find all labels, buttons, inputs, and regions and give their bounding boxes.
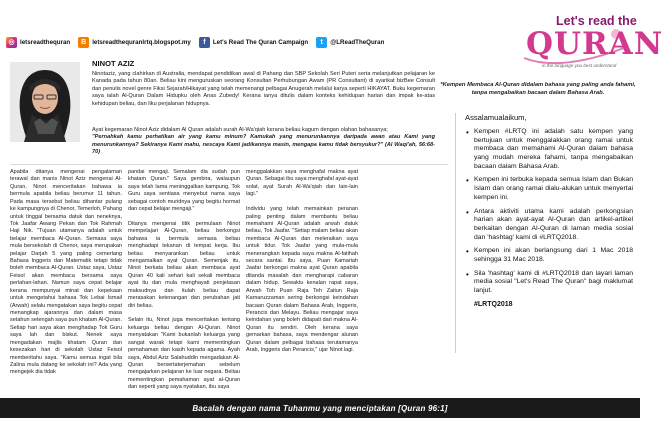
facebook-icon: f bbox=[199, 37, 210, 48]
footer-banner bbox=[0, 398, 640, 418]
campaign-info-item: • Antara aktiviti utama kami adalah perkongsian harian akan ayat-ayat Al-Quran dan artikel-artikel berkaitan dengan Al-Quran di laman media sosial dan 'hashtag' kami di #LRTQ2018. bbox=[465, 208, 633, 243]
profile-photo bbox=[10, 62, 80, 142]
campaign-hashtag[interactable]: #LRTQ2018 bbox=[474, 300, 513, 308]
profile-verse-quote: "Pernahkah kamu perhatikan air yang kamu minum? Kamukah yang menurunkannya daripada awan atau Kami yang menurunkannya? Sekiranya Kami mahu, nescaya Kami jadikannya masin, mengapa kamu tidak bersyukur?" (Al Waqi'ah, 56:68-70) bbox=[92, 134, 435, 156]
profile-bio: Ninotaziz, yang clahirkan di Australia, mendapat pendidikan awal di Pahang dan SBP Sekolah Seri Puteri serta melanjutkan pelajaran ke Kanada pada tahun 80an. Beliau kini menguruskan seorang Konsultan Perhubungan Awam (PR Consultant) di syarikat bizBee Consult dan penulis novel genre Fiksi Sejarah/Hikayat yang telah memenangi pelbagai Anugerah melalui karya seperti HIKAYAT. Buku kegemaran saya ialah Al-Quran Dalam Hidupku oleh Anas Zubedy! Kerana ianya ditulis dalam konteks kehidupan harian dan impak ke-atas kehidupan beliau, dan liku perjalanan hidupnya. bbox=[92, 71, 435, 107]
logo-lets-text: Let's read the bbox=[556, 14, 637, 28]
social-facebook-label: Let's Read The Quran Campaign bbox=[212, 38, 309, 46]
social-bar bbox=[6, 34, 476, 50]
campaign-greeting: Assalamualaikum, bbox=[465, 113, 527, 122]
article-col2-text: pandai mengaji. Semalam dia sudah pun khatam Quran." Saya gembira, walaupun saya telah lama meninggalkan kampung, Tok Guru saya sentiasa menyebut nama saya sebagai contoh muridnya yang begitu hormat dan cepat belajar mengaji." Ditanya mengenai titik permulaan Ninot mempelajari Al-Quran, beliau berkongsi bahawa ia bermula semasa beliau menghadapi tekanan di tempat kerja. Ibu beliau menyarankan beliau untuk mengamalkan ayat Quran. Semenjak itu, Ninot berkata beliau akan membaca ayat Quran 40 kali sehari kali sekali membaca ayat itu dan mula menghayati penjelasan maksudnya dan itulah beliau dapat merasakan ketenangan dan perubahan jati diri beliau. Selain itu, Ninot juga menceritakan tentang keluarga beliau dengan Al-Quran. Ninot menyatakan "Kami bukanlah keluarga yang sangat warak tetapi kami mementingkan pemahaman dan kasih kepada agama. Ayah saya, Abdul Aziz Salahuddin mengadakan Al-Quran bersertaterjemahan sebelum mengajarkan pelajaran ke luar negara. Beliau mementingkan pemahaman ayat al-Quran dan seperti yang saya nyatakan, ibu saya bbox=[128, 169, 240, 391]
section-divider bbox=[10, 164, 448, 165]
article-column-3 bbox=[246, 169, 358, 358]
twitter-icon: t bbox=[316, 37, 327, 48]
logo-caption: *Kempen Membaca Al-Quran didalam bahasa yang paling anda fahami, tanpa mengabaikan bacaan dalam Bahasa Arab. bbox=[440, 82, 636, 96]
logo-tagline: in the language you best understand bbox=[542, 63, 617, 68]
campaign-info-item: • Kempen #LRTQ ini adalah satu kempen yang bertujuan untuk menggalakkan orang ramai untuk membaca dan memahami Al-Quran dalam bahasa yang mudah mereka fahami, tanpa mengabaikan bacaan dalam Bahasa Arab. bbox=[465, 128, 633, 171]
social-twitter[interactable] bbox=[316, 37, 384, 48]
campaign-info-item: • Sila 'hashtag' kami di #LRTQ2018 dan layari laman media sosial "Let's Read The Quran" bagi maklumat lanjut. bbox=[465, 270, 633, 296]
article-column-1 bbox=[10, 169, 122, 380]
profile-photo-image bbox=[10, 62, 80, 142]
campaign-info-panel bbox=[455, 113, 633, 353]
article-col1-text: Apabila ditanya mengenai pengalaman terawal dan manis Ninot Aziz mengenai Al-Quran, Ninot menceritakan bahawa ia bermula apabila beliau berumur 11 tahun. Pada masa tersebut beliau dihantar pulang ke kampungnya di Chenor, Temerloh, Pahang untuk tinggal bersama datuk dan neneknya, Tok Jaafar Awang Pekan dan Tok Rahmah Haji Nik. "Tujuan utamanya adalah untuk belajar membaca Al-Quran. Semasa saya mula bersekolah di Chenor, saya merupakan pelajar Darjah 5 yang paling cemerlang Bahasa Inggeris dan Matematik tetapi tidak boleh membaca Al-Quran. Ustaz saya, Ustaz Feisol akan membaca bersama saya perlahan-lahan. Namun saya cepat belajar kerana mempunyai minat dan kepekaan untuk mengetahui bahasa Tok Lebai Ismail (Arwah) selalu mengatakan saya begitu cepat menangkap ajarannya dan dalam masa setahun setengah saya pun khatam Al-Quran. Setiap hari saya akan menghadap Tok Guru saya lah dan biskut. Nenek saya mengadakan majlis khatam Quran dan kesezakan hari di sekolah Ustaz Feisol memberitahu saya. "Kamu semua ingat bila Zalina mula datang ke sekolah ini? Ada yang mengejek dia tidak bbox=[10, 169, 122, 376]
social-facebook[interactable] bbox=[199, 37, 308, 48]
social-twitter-label: @LReadTheQuran bbox=[330, 38, 385, 46]
campaign-info-item: • Kempen ini terbuka kepada semua Islam dan Bukan Islam dan orang ramai dialu-alukan untuk menyertai kempen ini. bbox=[465, 176, 633, 202]
footer-verse: Bacalah dengan nama Tuhanmu yang menciptakan [Quran 96:1] bbox=[192, 403, 448, 413]
profile-name: NINOT AZIZ bbox=[92, 59, 135, 68]
article-col3-text: menggalakkan saya menghafal makna ayat Quran. Sebagai ibu saya menghafal ayat-ayat solat, ayat Surah Al-Wa'qiah dan lain-lain lagi." Individu yang telah memainkan peranan paling penting dalam membantu beliau memahami Al-Quran adalah arwah datuk beliau, Tok Jaafar. "Setiap malam beliau akan membaca Al-Quran dan meleraikan saya untuk tidur. Tok Jaafar yang mula-mula menerangkan kepada saya makna Al-fatihah secara santai. Ibu saya, Puan Kamariah Jaafar berkongsi makna ayat Quran apabila ditanda masalah dan mengharapi cabaran dalam hidup. Sewaktu kenalan rapat saya, Arwah Toh Puan Raja Teh Zaitun Raja Kamaruzzaman sering berkongsi keindahan bacaan Quran dalam Bahasa Arab, Inggeris, Perancis dan Melayu. Beliau mengajar saya keindahan yang boleh didapati dari makna Al-Quran itu sendiri. Oleh kerana saya gemarkan bahasa, saya mendengar alunan Quran dalam pelbagai bahasa terutamanya Arab, Inggeris dan Perancis," ujar Ninot lagi. bbox=[246, 169, 358, 354]
campaign-info-item: • Kempen ini akan berlangsung dari 1 Mac 2018 sehingga 31 Mac 2018. bbox=[465, 247, 633, 264]
campaign-info-list bbox=[465, 128, 633, 296]
social-blogger[interactable] bbox=[78, 37, 191, 48]
profile-verse-intro: Ayat kegemaran Ninot Aziz didalam Al Quran adalah surah Al-Wa'qiah kerana beliau kagum dengan olahan bahasanya; bbox=[92, 127, 388, 133]
blogger-icon: B bbox=[78, 37, 89, 48]
social-instagram[interactable] bbox=[6, 37, 70, 48]
social-instagram-label: letsreadthequran bbox=[20, 38, 71, 46]
instagram-icon: ◎ bbox=[6, 37, 17, 48]
article-column-2 bbox=[128, 169, 240, 395]
social-blogger-label: letsreadthequranlrtq.blogspot.my bbox=[92, 38, 191, 46]
profile-verse bbox=[92, 127, 435, 157]
logo-quran-text: QURAN bbox=[526, 26, 663, 62]
